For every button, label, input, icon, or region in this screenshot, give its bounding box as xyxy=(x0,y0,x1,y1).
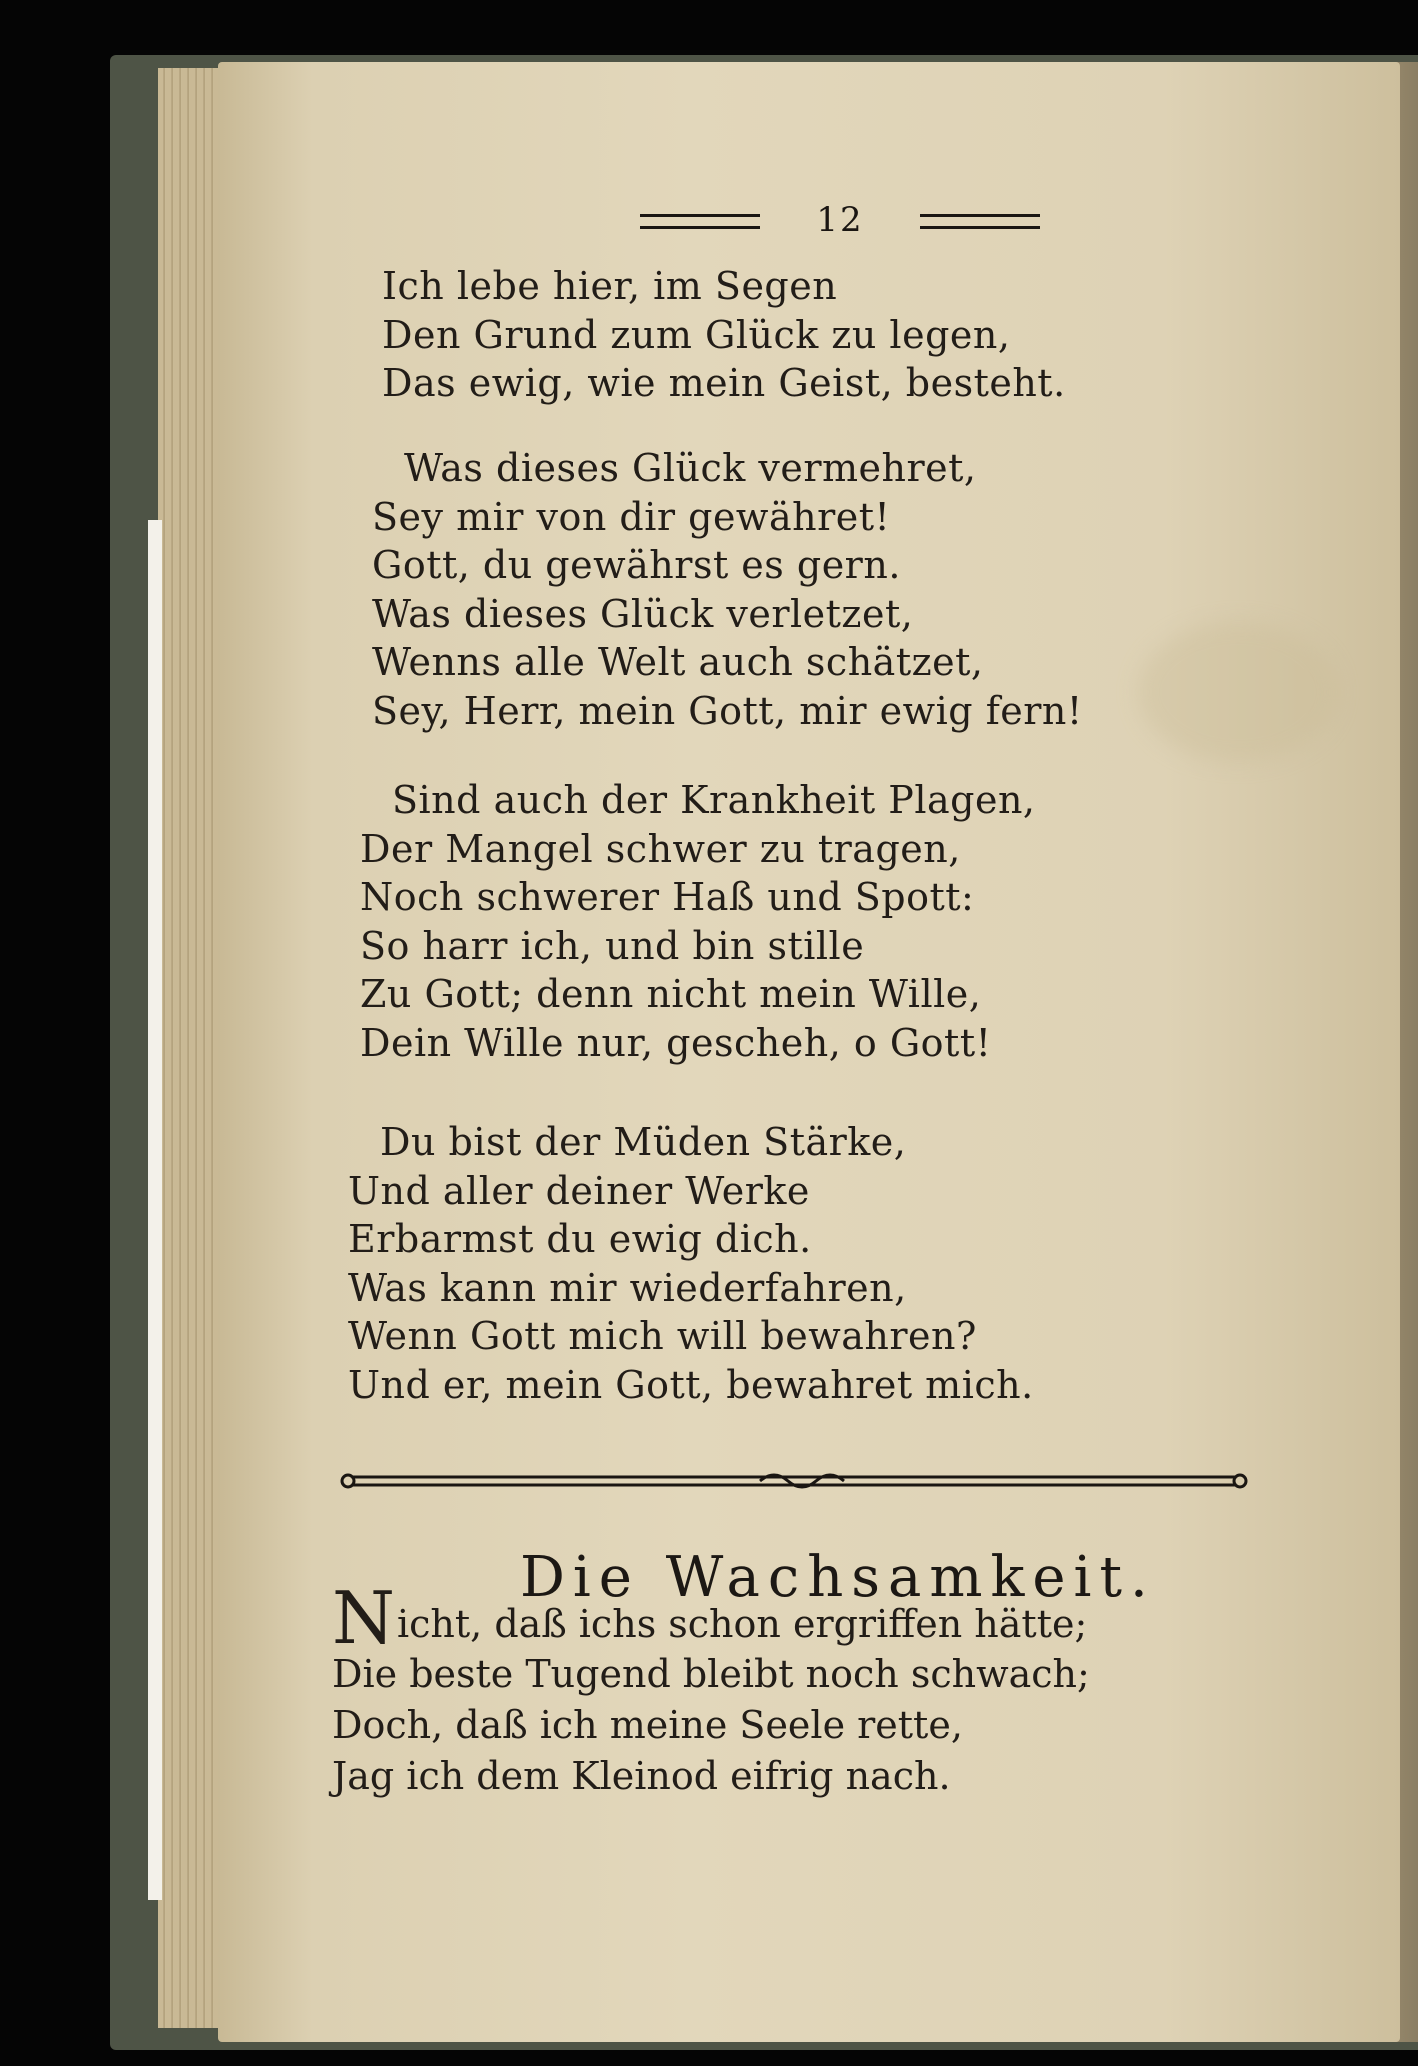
page-number: 12 xyxy=(816,200,864,240)
verse-line xyxy=(332,1576,1090,1660)
poem-line: Was dieses Glück verletzet, xyxy=(372,591,914,636)
flyleaf-edge xyxy=(148,520,162,1900)
poem-line: Sey, Herr, mein Gott, mir ewig fern! xyxy=(372,688,1083,733)
poem-line: Ich lebe hier, im Segen xyxy=(382,264,838,308)
poem-line: Wenns alle Welt auch schätzet, xyxy=(372,640,984,684)
stanza-1 xyxy=(382,262,1066,408)
poem-line: Noch schwerer Haß und Spott: xyxy=(360,875,975,919)
drop-cap: N xyxy=(332,1576,395,1660)
ornamental-divider xyxy=(340,1466,1248,1496)
poem-line: Was kann mir wiederfahren, xyxy=(348,1265,907,1310)
stanza-3 xyxy=(360,776,1036,1067)
poem-line: Erbarmst du ewig dich. xyxy=(348,1217,812,1261)
page-header xyxy=(640,200,1040,240)
paper-stain xyxy=(1138,622,1338,762)
verse-line: Jag ich dem Kleinod eifrig nach. xyxy=(332,1754,951,1798)
poem-line: So harr ich, und bin stille xyxy=(360,923,865,968)
section-verse xyxy=(332,1576,1090,1802)
poem-line: Zu Gott; denn nicht mein Wille, xyxy=(360,972,982,1016)
section-title: Die Wachsamkeit. xyxy=(520,1545,1156,1610)
header-rule-left xyxy=(640,214,760,229)
poem-line: Den Grund zum Glück zu legen, xyxy=(382,312,1011,357)
poem-line: Du bist der Müden Stärke, xyxy=(380,1120,907,1164)
verse-line: Die beste Tugend bleibt noch schwach; xyxy=(332,1652,1090,1696)
stanza-2 xyxy=(372,444,1083,735)
poem-line: Wenn Gott mich will bewahren? xyxy=(348,1314,977,1358)
poem-line: Und aller deiner Werke xyxy=(348,1168,810,1213)
poem-line: Das ewig, wie mein Geist, besteht. xyxy=(382,361,1066,405)
header-rule-right xyxy=(920,214,1040,229)
poem-line: Gott, du gewährst es gern. xyxy=(372,543,901,587)
stanza-4 xyxy=(348,1118,1034,1409)
poem-body xyxy=(360,776,1036,1067)
poem-body xyxy=(372,444,1083,735)
poem-body xyxy=(372,262,1066,408)
poem-line: Sind auch der Krankheit Plagen, xyxy=(392,778,1036,822)
poem-line: Und er, mein Gott, bewahret mich. xyxy=(348,1362,1034,1407)
verse-line: Doch, daß ich meine Seele rette, xyxy=(332,1703,963,1747)
poem-line: Sey mir von dir gewähret! xyxy=(372,494,891,539)
poem-line: Was dieses Glück vermehret, xyxy=(404,446,977,490)
verse-line-text: icht, daß ichs schon ergriffen hätte; xyxy=(397,1602,1088,1646)
poem-line: Der Mangel schwer zu tragen, xyxy=(360,826,961,871)
poem-line: Dein Wille nur, gescheh, o Gott! xyxy=(360,1020,992,1065)
poem-body xyxy=(348,1118,1034,1409)
